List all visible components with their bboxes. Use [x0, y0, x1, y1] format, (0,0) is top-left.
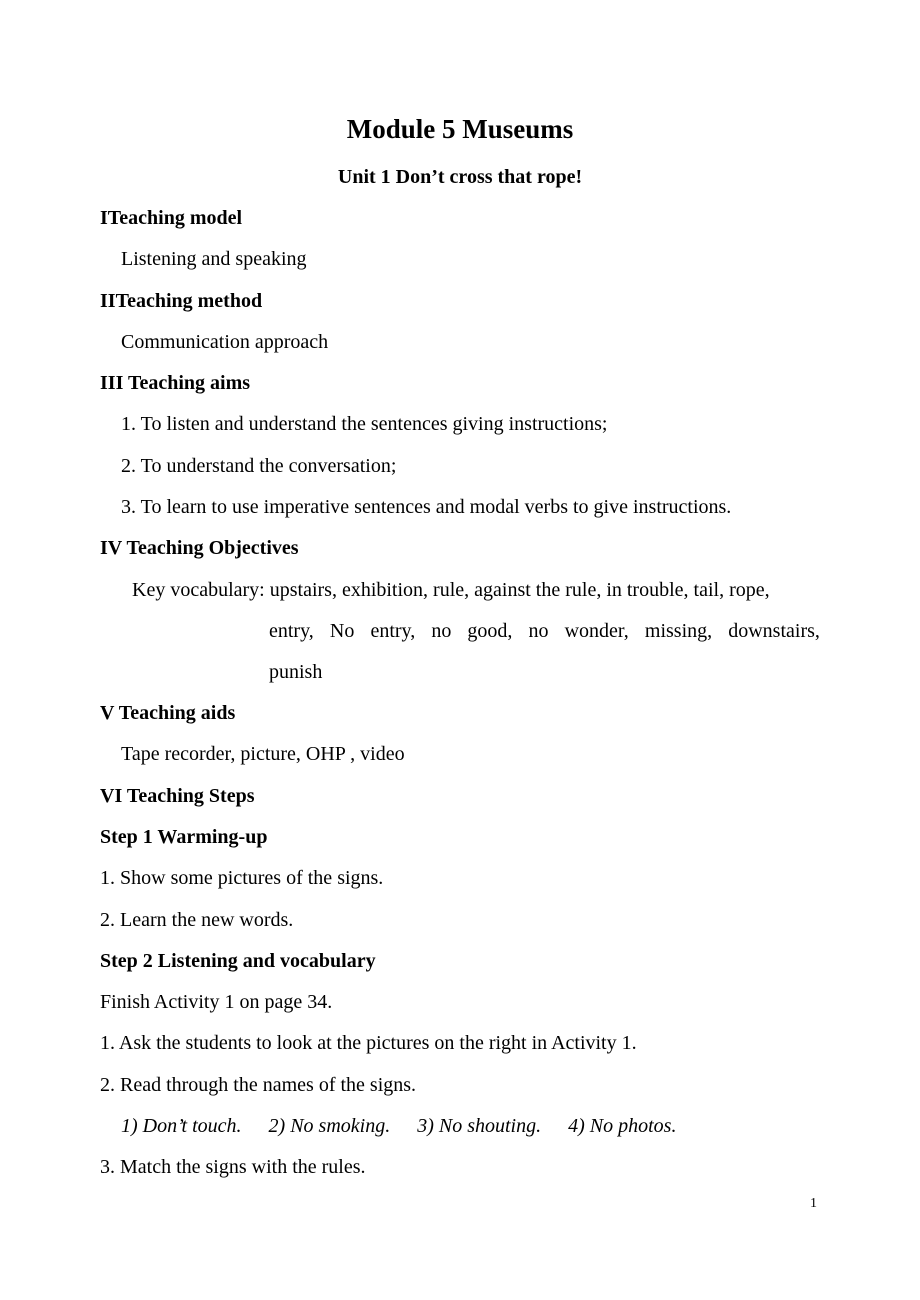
vocab-word: No	[329, 620, 355, 642]
section-heading-teaching-method: IITeaching method	[100, 290, 263, 312]
sign-item: 1) Don’t touch.	[121, 1115, 242, 1137]
page-number: 1	[810, 1196, 817, 1211]
aims-item: 1. To listen and understand the sentences giving instructions;	[121, 413, 608, 435]
signs-list	[121, 1114, 820, 1138]
sign-item: 4) No photos.	[568, 1115, 677, 1137]
aims-item: 2. To understand the conversation;	[121, 455, 397, 477]
step1-item: 1. Show some pictures of the signs.	[100, 867, 384, 889]
document-title: Module 5 Museums	[346, 114, 574, 144]
sign-item: 3) No shouting.	[417, 1115, 542, 1137]
step2-last-item: 3. Match the signs with the rules.	[100, 1156, 366, 1178]
unit-subtitle: Unit 1 Don’t cross that rope!	[337, 166, 583, 188]
section-heading-teaching-steps: VI Teaching Steps	[100, 785, 255, 807]
vocab-word: wonder,	[564, 620, 629, 642]
vocab-word: missing,	[644, 620, 713, 642]
section-heading-teaching-objectives: IV Teaching Objectives	[100, 537, 299, 559]
vocab-word: no	[528, 620, 549, 642]
vocab-word: good,	[467, 620, 513, 642]
key-vocabulary-last: punish	[269, 661, 323, 683]
section-heading-teaching-aims: III Teaching aims	[100, 372, 251, 394]
vocab-word: entry,	[370, 620, 416, 642]
vocab-word: no	[431, 620, 452, 642]
step2-intro: Finish Activity 1 on page 34.	[100, 991, 333, 1013]
teaching-method-text: Communication approach	[121, 331, 329, 353]
vocab-word: entry,	[269, 620, 314, 642]
teaching-model-text: Listening and speaking	[121, 248, 307, 270]
key-vocabulary-continued	[269, 619, 820, 643]
key-vocabulary-line: Key vocabulary: upstairs, exhibition, rule, against the rule, in trouble, tail, rope,	[132, 579, 770, 601]
teaching-aids-text: Tape recorder, picture, OHP , video	[121, 743, 405, 765]
step2-item: 1. Ask the students to look at the pictures on the right in Activity 1.	[100, 1032, 637, 1054]
step2-item: 2. Read through the names of the signs.	[100, 1074, 417, 1096]
vocab-word: downstairs,	[728, 620, 820, 642]
sign-item: 2) No smoking.	[268, 1115, 391, 1137]
step1-heading: Step 1 Warming-up	[100, 826, 268, 848]
step1-item: 2. Learn the new words.	[100, 909, 294, 931]
aims-item: 3. To learn to use imperative sentences and modal verbs to give instructions.	[121, 496, 732, 518]
step2-heading: Step 2 Listening and vocabulary	[100, 950, 376, 972]
section-heading-teaching-aids: V Teaching aids	[100, 702, 236, 724]
section-heading-teaching-model: ITeaching model	[100, 207, 243, 229]
